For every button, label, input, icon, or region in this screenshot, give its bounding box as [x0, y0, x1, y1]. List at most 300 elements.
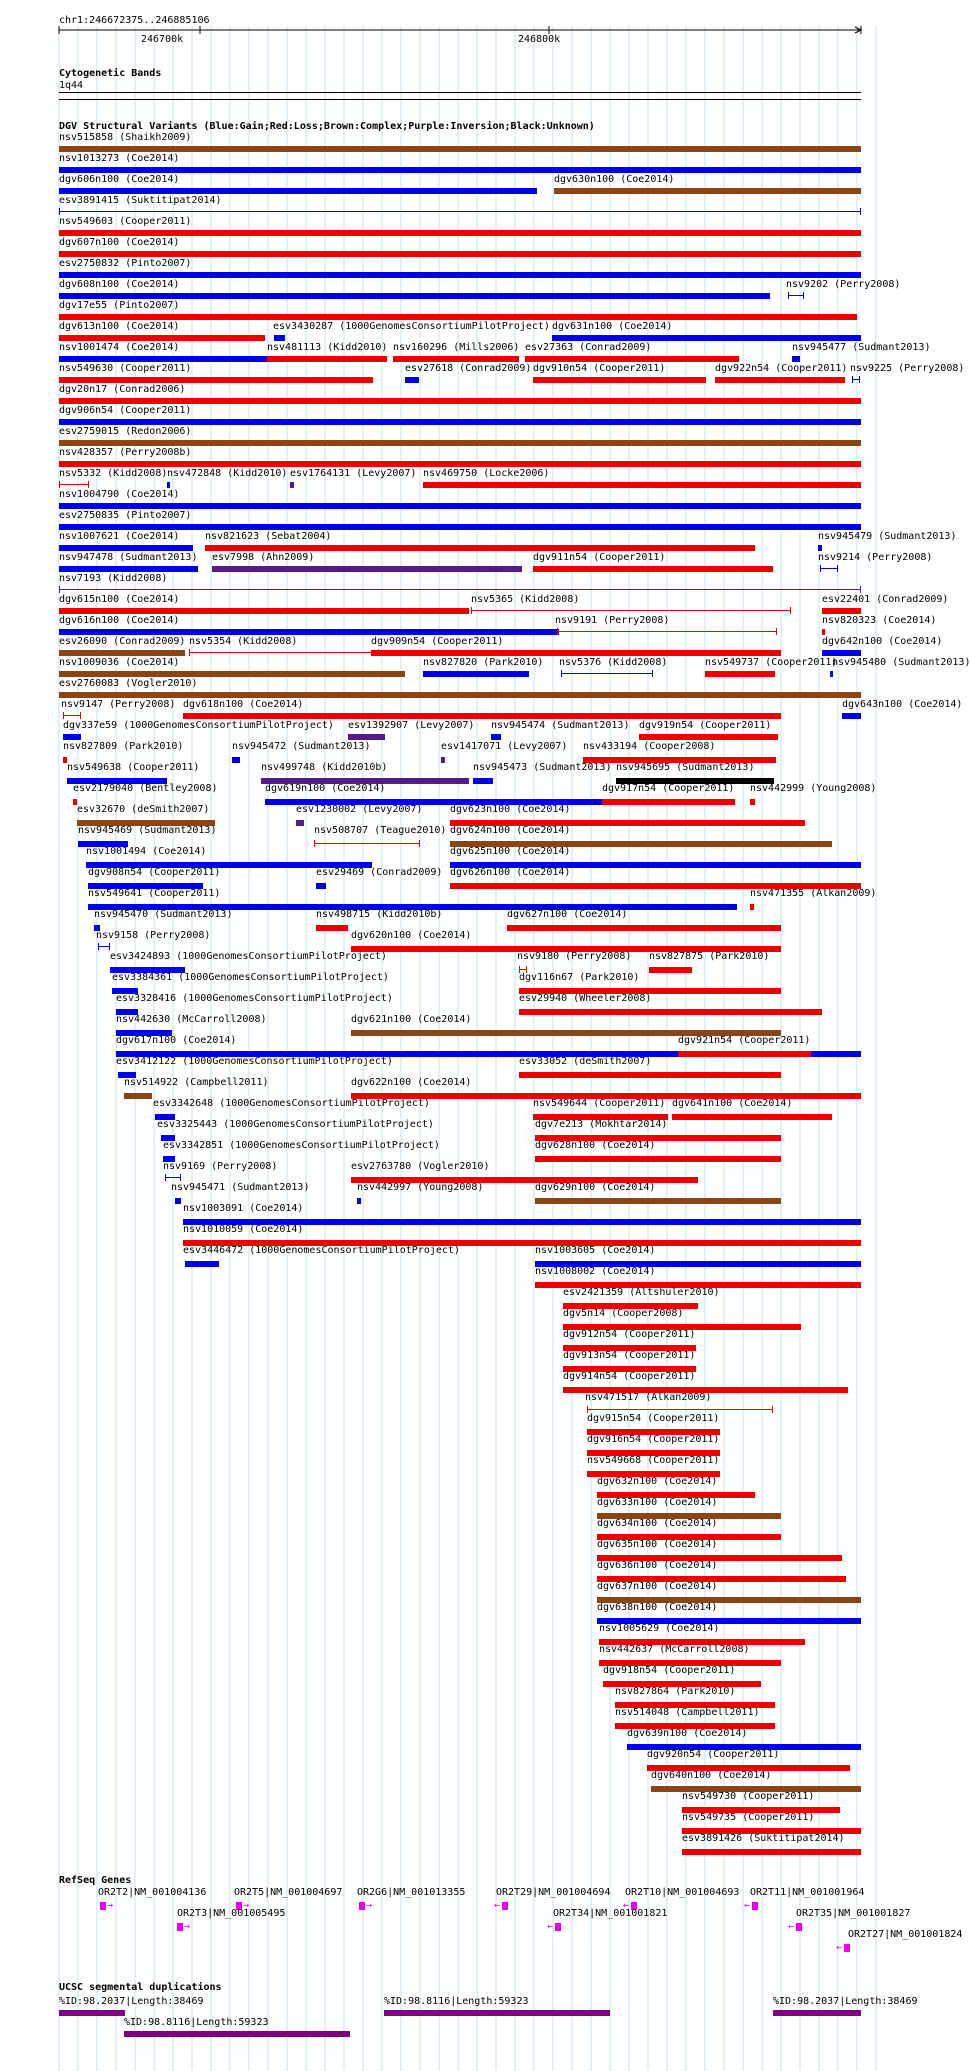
variant-bar[interactable]: [59, 293, 770, 299]
variant-bar[interactable]: [59, 167, 861, 173]
variant-label[interactable]: dgv613n100 (Coe2014): [59, 321, 180, 332]
segdup-bar[interactable]: [124, 2031, 350, 2037]
variant-label[interactable]: esv2759015 (Redon2006): [59, 426, 192, 437]
gene-label[interactable]: OR2T27|NM_001001824: [848, 1929, 963, 1940]
variant-bar[interactable]: [59, 608, 469, 614]
variant-label[interactable]: nsv9180 (Perry2008): [517, 951, 632, 962]
variant-label[interactable]: dgv625n100 (Coe2014): [450, 846, 571, 857]
gene-exon[interactable]: [844, 1944, 850, 1952]
variant-label[interactable]: dgv639n100 (Coe2014): [627, 1728, 748, 1739]
variant-label[interactable]: nsv9225 (Perry2008): [850, 363, 965, 374]
arrow-right-icon: →: [107, 1900, 114, 1911]
variant-bar[interactable]: [59, 503, 861, 509]
variant-label[interactable]: nsv9202 (Perry2008): [786, 279, 901, 290]
variant-end-tick: [561, 670, 562, 677]
variant-label[interactable]: nsv1013273 (Coe2014): [59, 153, 180, 164]
variant-bar[interactable]: [185, 1261, 219, 1267]
arrow-right-icon: →: [243, 1900, 250, 1911]
variant-label[interactable]: dgv617n100 (Coe2014): [116, 1035, 237, 1046]
variant-bar[interactable]: [533, 566, 773, 572]
variant-bar[interactable]: [290, 482, 294, 488]
variant-label[interactable]: esv3342648 (1000GenomesConsortiumPilotProject): [153, 1098, 430, 1109]
variant-label[interactable]: esv7998 (Ahn2009): [212, 552, 315, 563]
variant-bar[interactable]: [519, 1072, 781, 1078]
gene-label[interactable]: OR2T3|NM_001005495: [177, 1908, 286, 1919]
variant-label[interactable]: nsv549641 (Cooper2011): [88, 888, 221, 899]
variant-bar[interactable]: [519, 1009, 822, 1015]
variant-label[interactable]: esv2760083 (Vogler2010): [59, 678, 198, 689]
variant-bar[interactable]: [316, 925, 348, 931]
variant-bar[interactable]: [205, 545, 755, 551]
variant-label[interactable]: dgv642n100 (Coe2014): [822, 636, 943, 647]
variant-label[interactable]: esv27363 (Conrad2009): [525, 342, 652, 353]
variant-bar[interactable]: [602, 799, 735, 805]
variant-label[interactable]: nsv820323 (Coe2014): [822, 615, 937, 626]
variant-label[interactable]: dgv618n100 (Coe2014): [183, 699, 304, 710]
gene-label[interactable]: OR2T35|NM_001001827: [796, 1908, 911, 1919]
gene-exon[interactable]: [100, 1902, 106, 1910]
variant-label[interactable]: dgv624n100 (Coe2014): [450, 825, 571, 836]
variant-label[interactable]: nsv9214 (Perry2008): [818, 552, 933, 563]
variant-label[interactable]: nsv827820 (Park2010): [423, 657, 544, 668]
variant-label[interactable]: nsv827875 (Park2010): [649, 951, 770, 962]
variant-label[interactable]: esv32670 (deSmith2007): [77, 804, 210, 815]
variant-label[interactable]: dgv116n67 (Park2010): [519, 972, 640, 983]
variant-label[interactable]: nsv945470 (Sudmant2013): [94, 909, 233, 920]
variant-bar[interactable]: [357, 1198, 361, 1204]
variant-end-tick: [63, 712, 64, 719]
variant-bar[interactable]: [59, 398, 861, 404]
variant-bar[interactable]: [525, 356, 739, 362]
segdup-bar[interactable]: [773, 2010, 861, 2016]
variant-bar[interactable]: [561, 673, 653, 674]
variant-bar[interactable]: [792, 356, 800, 362]
variant-bar[interactable]: [59, 629, 559, 635]
variant-label[interactable]: dgv912n54 (Cooper2011): [563, 1329, 696, 1340]
variant-bar[interactable]: [59, 650, 185, 656]
variant-label[interactable]: esv2179040 (Bentley2008): [73, 783, 218, 794]
variant-bar[interactable]: [59, 671, 405, 677]
variant-bar[interactable]: [183, 713, 781, 719]
variant-label[interactable]: dgv916n54 (Cooper2011): [587, 1434, 720, 1445]
variant-label[interactable]: esv3891426 (Suktitipat2014): [682, 1833, 845, 1844]
variant-label[interactable]: nsv821623 (Sebat2004): [205, 531, 332, 542]
variant-label[interactable]: nsv515858 (Shaikh2009): [59, 132, 192, 143]
variant-bar[interactable]: [314, 843, 420, 844]
gene-label[interactable]: OR2T29|NM_001004694: [496, 1887, 611, 1898]
variant-label[interactable]: nsv945469 (Sudmant2013): [78, 825, 217, 836]
variant-label[interactable]: nsv428357 (Perry2008b): [59, 447, 192, 458]
variant-label[interactable]: esv2763780 (Vogler2010): [351, 1161, 490, 1172]
arrow-left-icon: ←: [494, 1900, 501, 1911]
variant-label[interactable]: dgv638n100 (Coe2014): [597, 1602, 718, 1613]
variant-label[interactable]: nsv549737 (Cooper2011): [705, 657, 838, 668]
variant-bar[interactable]: [59, 440, 861, 446]
variant-label[interactable]: nsv442999 (Young2008): [750, 783, 877, 794]
variant-label[interactable]: nsv1010059 (Coe2014): [183, 1224, 304, 1235]
variant-label[interactable]: esv26090 (Conrad2009): [59, 636, 186, 647]
variant-bar[interactable]: [59, 211, 861, 212]
variant-label[interactable]: nsv442637 (McCarroll2008): [599, 1644, 750, 1655]
variant-bar[interactable]: [533, 377, 706, 383]
variant-end-tick: [860, 208, 861, 215]
arrow-left-icon: ←: [744, 1900, 751, 1911]
variant-label[interactable]: dgv623n100 (Coe2014): [450, 804, 571, 815]
segdup-label[interactable]: %ID:98.2037|Length:38469: [59, 1996, 204, 2007]
variant-label[interactable]: dgv913n54 (Cooper2011): [563, 1350, 696, 1361]
variant-label[interactable]: esv3412122 (1000GenomesConsortiumPilotProject): [116, 1056, 393, 1067]
variant-bar[interactable]: [715, 377, 845, 383]
variant-label[interactable]: dgv920n54 (Cooper2011): [647, 1749, 780, 1760]
variant-bar[interactable]: [59, 335, 265, 341]
variant-end-tick: [59, 208, 60, 215]
variant-label[interactable]: esv1230002 (Levy2007): [296, 804, 423, 815]
variant-bar[interactable]: [189, 652, 379, 653]
variant-bar[interactable]: [59, 524, 861, 530]
variant-bar[interactable]: [296, 820, 304, 826]
variant-label[interactable]: dgv917n54 (Cooper2011): [602, 783, 735, 794]
variant-label[interactable]: nsv1001474 (Coe2014): [59, 342, 180, 353]
arrow-left-icon: ←: [788, 1921, 795, 1932]
variant-label[interactable]: dgv921n54 (Cooper2011): [678, 1035, 811, 1046]
variant-bar[interactable]: [267, 356, 387, 362]
cytoband-track-title: Cytogenetic Bands: [59, 68, 162, 79]
variant-bar[interactable]: [59, 589, 861, 590]
variant-bar[interactable]: [59, 419, 861, 425]
variant-label[interactable]: dgv607n100 (Coe2014): [59, 237, 180, 248]
variant-label[interactable]: dgv606n100 (Coe2014): [59, 174, 180, 185]
variant-label[interactable]: dgv5n14 (Cooper2008): [563, 1308, 684, 1319]
variant-label[interactable]: dgv621n100 (Coe2014): [351, 1014, 472, 1025]
gene-label[interactable]: OR2T34|NM_001001821: [553, 1908, 668, 1919]
variant-label[interactable]: dgv640n100 (Coe2014): [651, 1770, 772, 1781]
variant-bar[interactable]: [842, 713, 861, 719]
variant-label[interactable]: nsv945474 (Sudmant2013): [491, 720, 630, 731]
variant-label[interactable]: nsv514048 (Campbell2011): [615, 1707, 760, 1718]
variant-label[interactable]: esv22401 (Conrad2009): [822, 594, 949, 605]
variant-label[interactable]: dgv641n100 (Coe2014): [672, 1098, 793, 1109]
variant-label[interactable]: nsv549730 (Cooper2011): [682, 1791, 815, 1802]
variant-bar[interactable]: [822, 608, 861, 614]
gene-exon[interactable]: [359, 1902, 365, 1910]
variant-label[interactable]: nsv549630 (Cooper2011): [59, 363, 192, 374]
variant-bar[interactable]: [587, 1409, 773, 1410]
variant-bar[interactable]: [59, 377, 373, 383]
variant-label[interactable]: dgv616n100 (Coe2014): [59, 615, 180, 626]
variant-label[interactable]: nsv945479 (Sudmant2013): [818, 531, 957, 542]
variant-bar[interactable]: [405, 377, 419, 383]
variant-end-tick: [820, 565, 821, 572]
variant-bar[interactable]: [371, 650, 781, 656]
variant-bar[interactable]: [175, 1198, 181, 1204]
cytoband-bar[interactable]: [59, 92, 861, 93]
variant-label[interactable]: nsv481113 (Kidd2010): [267, 342, 388, 353]
variant-bar[interactable]: [554, 188, 861, 194]
variant-label[interactable]: dgv630n100 (Coe2014): [554, 174, 675, 185]
variant-label[interactable]: nsv1004790 (Coe2014): [59, 489, 180, 500]
variant-bar[interactable]: [59, 692, 861, 698]
gene-label[interactable]: OR2T5|NM_001004697: [234, 1887, 343, 1898]
variant-bar[interactable]: [441, 757, 445, 763]
variant-bar[interactable]: [820, 568, 838, 569]
variant-bar[interactable]: [473, 778, 493, 784]
variant-label[interactable]: nsv549603 (Cooper2011): [59, 216, 192, 227]
variant-bar[interactable]: [232, 757, 240, 763]
variant-bar[interactable]: [507, 925, 781, 931]
variant-label[interactable]: dgv643n100 (Coe2014): [842, 699, 963, 710]
variant-label[interactable]: nsv9169 (Perry2008): [163, 1161, 278, 1172]
variant-label[interactable]: esv1764131 (Levy2007): [290, 468, 417, 479]
variant-label[interactable]: nsv433194 (Cooper2008): [583, 741, 716, 752]
variant-end-tick: [189, 649, 190, 656]
variant-label[interactable]: dgv632n100 (Coe2014): [597, 1476, 718, 1487]
variant-bar[interactable]: [423, 671, 529, 677]
variant-bar[interactable]: [63, 715, 81, 716]
variant-label[interactable]: esv3328416 (1000GenomesConsortiumPilotProject): [116, 993, 393, 1004]
variant-label[interactable]: nsv7193 (Kidd2008): [59, 573, 168, 584]
variant-label[interactable]: dgv635n100 (Coe2014): [597, 1539, 718, 1550]
variant-label[interactable]: nsv5354 (Kidd2008): [189, 636, 298, 647]
variant-label[interactable]: esv3384361 (1000GenomesConsortiumPilotProject): [112, 972, 389, 983]
variant-bar[interactable]: [393, 356, 519, 362]
variant-bar[interactable]: [59, 146, 861, 152]
gene-exon[interactable]: [177, 1923, 183, 1931]
gene-exon[interactable]: [502, 1902, 508, 1910]
variant-label[interactable]: nsv499748 (Kidd2010b): [261, 762, 388, 773]
variant-label[interactable]: nsv549644 (Cooper2011): [533, 1098, 666, 1109]
variant-bar[interactable]: [830, 671, 833, 677]
variant-label[interactable]: nsv549735 (Cooper2011): [682, 1812, 815, 1823]
variant-label[interactable]: nsv9191 (Perry2008): [555, 615, 670, 626]
variant-bar[interactable]: [59, 188, 537, 194]
variant-bar[interactable]: [167, 482, 170, 488]
variant-label[interactable]: nsv471517 (Alkan2009): [585, 1392, 712, 1403]
variant-end-tick: [803, 292, 804, 299]
variant-end-tick: [852, 376, 853, 383]
variant-end-tick: [180, 1174, 181, 1181]
variant-label[interactable]: nsv945477 (Sudmant2013): [792, 342, 931, 353]
variant-label[interactable]: nsv514922 (Campbell2011): [124, 1077, 269, 1088]
variant-bar[interactable]: [639, 734, 778, 740]
variant-bar[interactable]: [59, 314, 857, 320]
variant-label[interactable]: dgv20n17 (Conrad2006): [59, 384, 186, 395]
variant-label[interactable]: dgv922n54 (Cooper2011): [715, 363, 848, 374]
variant-bar[interactable]: [471, 610, 791, 611]
variant-bar[interactable]: [59, 545, 193, 551]
segdup-bar[interactable]: [59, 2010, 125, 2016]
variant-end-tick: [314, 840, 315, 847]
variant-label[interactable]: nsv5376 (Kidd2008): [559, 657, 668, 668]
cytoband-label[interactable]: 1q44: [59, 80, 84, 91]
variant-label[interactable]: esv3430287 (1000GenomesConsortiumPilotProject): [273, 321, 550, 332]
refseq-track-title: RefSeq Genes: [59, 1875, 132, 1886]
variant-label[interactable]: nsv945695 (Sudmant2013): [616, 762, 755, 773]
segdup-label[interactable]: %ID:98.8116|Length:59323: [124, 2017, 269, 2028]
variant-bar[interactable]: [672, 1114, 832, 1120]
segdup-bar[interactable]: [384, 2010, 610, 2016]
gene-label[interactable]: OR2G6|NM_001013355: [357, 1887, 466, 1898]
variant-label[interactable]: dgv637n100 (Coe2014): [597, 1581, 718, 1592]
variant-bar[interactable]: [348, 734, 385, 740]
gene-exon[interactable]: [555, 1923, 561, 1931]
variant-label[interactable]: dgv17e55 (Pinto2007): [59, 300, 180, 311]
variant-bar[interactable]: [557, 631, 777, 632]
variant-bar[interactable]: [63, 734, 81, 740]
variant-label[interactable]: nsv827864 (Park2010): [615, 1686, 736, 1697]
variant-end-tick: [587, 1406, 588, 1413]
variant-label[interactable]: esv29940 (Wheeler2008): [519, 993, 652, 1004]
variant-bar[interactable]: [59, 484, 89, 485]
variant-label[interactable]: nsv945472 (Sudmant2013): [232, 741, 371, 752]
segdup-label[interactable]: %ID:98.8116|Length:59323: [384, 1996, 529, 2007]
variant-label[interactable]: nsv549668 (Cooper2011): [587, 1455, 720, 1466]
variant-label[interactable]: nsv1003605 (Coe2014): [535, 1245, 656, 1256]
variant-bar[interactable]: [316, 883, 326, 889]
variant-label[interactable]: nsv549638 (Cooper2011): [67, 762, 200, 773]
variant-label[interactable]: esv2750835 (Pinto2007): [59, 510, 192, 521]
variant-label[interactable]: nsv1008002 (Coe2014): [535, 1266, 656, 1277]
variant-bar[interactable]: [705, 671, 775, 677]
gene-exon[interactable]: [752, 1902, 758, 1910]
variant-bar[interactable]: [59, 461, 861, 467]
variant-label[interactable]: dgv620n100 (Coe2014): [351, 930, 472, 941]
variant-label[interactable]: dgv908n54 (Cooper2011): [88, 867, 221, 878]
variant-label[interactable]: dgv628n100 (Coe2014): [535, 1140, 656, 1151]
variant-label[interactable]: nsv9158 (Perry2008): [96, 930, 211, 941]
variant-end-tick: [772, 1406, 773, 1413]
variant-label[interactable]: esv33052 (deSmith2007): [519, 1056, 652, 1067]
variant-label[interactable]: esv2421359 (Altshuler2010): [563, 1287, 720, 1298]
variant-label[interactable]: nsv945471 (Sudmant2013): [171, 1182, 310, 1193]
variant-label[interactable]: dgv627n100 (Coe2014): [507, 909, 628, 920]
gene-exon[interactable]: [796, 1923, 802, 1931]
variant-end-tick: [788, 292, 789, 299]
variant-label[interactable]: dgv626n100 (Coe2014): [450, 867, 571, 878]
variant-bar[interactable]: [491, 734, 501, 740]
variant-label[interactable]: nsv469750 (Locke2006): [423, 468, 550, 479]
arrow-right-icon: →: [184, 1921, 191, 1932]
variant-label[interactable]: nsv1005629 (Coe2014): [599, 1623, 720, 1634]
variant-label[interactable]: dgv622n100 (Coe2014): [351, 1077, 472, 1088]
variant-label[interactable]: dgv619n100 (Coe2014): [265, 783, 386, 794]
variant-label[interactable]: dgv633n100 (Coe2014): [597, 1497, 718, 1508]
variant-bar[interactable]: [212, 566, 522, 572]
variant-end-tick: [837, 565, 838, 572]
variant-label[interactable]: esv1392907 (Levy2007): [348, 720, 475, 731]
variant-label[interactable]: dgv631n100 (Coe2014): [552, 321, 673, 332]
variant-label[interactable]: dgv615n100 (Coe2014): [59, 594, 180, 605]
variant-label[interactable]: nsv945480 (Sudmant2013): [832, 657, 970, 668]
variant-bar[interactable]: [649, 967, 692, 973]
variant-bar[interactable]: [678, 1051, 811, 1057]
variant-bar[interactable]: [818, 545, 822, 551]
variant-bar[interactable]: [552, 335, 861, 341]
variant-bar[interactable]: [59, 251, 861, 257]
variant-bar[interactable]: [822, 629, 825, 635]
variant-label[interactable]: nsv472848 (Kidd2010): [167, 468, 288, 479]
variant-label[interactable]: nsv5365 (Kidd2008): [471, 594, 580, 605]
variant-label[interactable]: nsv1009036 (Coe2014): [59, 657, 180, 668]
segdup-label[interactable]: %ID:98.2037|Length:38469: [773, 1996, 918, 2007]
variant-label[interactable]: dgv906n54 (Cooper2011): [59, 405, 192, 416]
variant-label[interactable]: nsv498715 (Kidd2010b): [316, 909, 443, 920]
gene-label[interactable]: OR2T2|NM_001004136: [98, 1887, 207, 1898]
variant-bar[interactable]: [274, 335, 285, 341]
variant-bar[interactable]: [59, 230, 861, 236]
variant-label[interactable]: esv3446472 (1000GenomesConsortiumPilotProject): [183, 1245, 460, 1256]
variant-label[interactable]: dgv634n100 (Coe2014): [597, 1518, 718, 1529]
variant-bar[interactable]: [535, 1156, 781, 1162]
variant-label[interactable]: esv3424893 (1000GenomesConsortiumPilotProject): [110, 951, 387, 962]
variant-label[interactable]: nsv442997 (Young2008): [357, 1182, 484, 1193]
variant-label[interactable]: esv2750832 (Pinto2007): [59, 258, 192, 269]
variant-label[interactable]: dgv915n54 (Cooper2011): [587, 1413, 720, 1424]
variant-label[interactable]: nsv9147 (Perry2008): [61, 699, 176, 710]
variant-label[interactable]: esv3891415 (Suktitipat2014): [59, 195, 222, 206]
variant-label[interactable]: dgv910n54 (Cooper2011): [533, 363, 666, 374]
variant-bar[interactable]: [822, 650, 861, 656]
variant-end-tick: [165, 1174, 166, 1181]
gene-label[interactable]: OR2T10|NM_001004693: [625, 1887, 740, 1898]
variant-label[interactable]: dgv7e213 (Mokhtar2014): [535, 1119, 668, 1130]
variant-bar[interactable]: [788, 295, 804, 296]
variant-label[interactable]: dgv629n100 (Coe2014): [535, 1182, 656, 1193]
arrow-right-icon: →: [366, 1900, 373, 1911]
variant-label[interactable]: nsv1001494 (Coe2014): [86, 846, 207, 857]
variant-label[interactable]: nsv1003091 (Coe2014): [183, 1203, 304, 1214]
variant-label[interactable]: dgv919n54 (Cooper2011): [639, 720, 772, 731]
variant-bar[interactable]: [682, 1849, 861, 1855]
variant-end-tick: [790, 607, 791, 614]
variant-bar[interactable]: [535, 1198, 781, 1204]
variant-end-tick: [59, 481, 60, 488]
variant-label[interactable]: dgv909n54 (Cooper2011): [371, 636, 504, 647]
variant-label[interactable]: esv3325443 (1000GenomesConsortiumPilotProject): [157, 1119, 434, 1130]
variant-bar[interactable]: [750, 904, 754, 910]
variant-label[interactable]: nsv160296 (Mills2006): [393, 342, 520, 353]
variant-label[interactable]: dgv337e59 (1000GenomesConsortiumPilotProject): [63, 720, 334, 731]
variant-label[interactable]: dgv918n54 (Cooper2011): [603, 1665, 736, 1676]
variant-bar[interactable]: [750, 799, 755, 805]
variant-label[interactable]: nsv1007621 (Coe2014): [59, 531, 180, 542]
variant-label[interactable]: nsv442630 (McCarroll2008): [116, 1014, 267, 1025]
variant-label[interactable]: nsv945473 (Sudmant2013): [473, 762, 612, 773]
variant-bar[interactable]: [59, 272, 861, 278]
variant-end-tick: [471, 607, 472, 614]
variant-label[interactable]: dgv636n100 (Coe2014): [597, 1560, 718, 1571]
variant-bar[interactable]: [165, 1177, 181, 1178]
variant-label[interactable]: esv1417071 (Levy2007): [441, 741, 568, 752]
variant-bar[interactable]: [59, 356, 267, 362]
variant-bar[interactable]: [124, 1093, 152, 1099]
variant-label[interactable]: esv27618 (Conrad2009): [405, 363, 532, 374]
variant-label[interactable]: nsv5332 (Kidd2008): [59, 468, 168, 479]
variant-label[interactable]: nsv508707 (Teague2010): [314, 825, 447, 836]
variant-label[interactable]: dgv911n54 (Cooper2011): [533, 552, 666, 563]
variant-label[interactable]: esv3342851 (1000GenomesConsortiumPilotProject): [163, 1140, 440, 1151]
variant-label[interactable]: nsv471355 (Alkan2009): [750, 888, 877, 899]
arrow-left-icon: ←: [623, 1900, 630, 1911]
variant-bar[interactable]: [59, 566, 198, 572]
variant-label[interactable]: nsv827809 (Park2010): [63, 741, 184, 752]
gene-label[interactable]: OR2T11|NM_001001964: [750, 1887, 865, 1898]
variant-label[interactable]: dgv608n100 (Coe2014): [59, 279, 180, 290]
variant-label[interactable]: nsv947478 (Sudmant2013): [59, 552, 198, 563]
variant-label[interactable]: esv29469 (Conrad2009): [316, 867, 443, 878]
arrow-left-icon: ←: [836, 1942, 843, 1953]
variant-label[interactable]: dgv914n54 (Cooper2011): [563, 1371, 696, 1382]
variant-bar[interactable]: [423, 482, 861, 488]
